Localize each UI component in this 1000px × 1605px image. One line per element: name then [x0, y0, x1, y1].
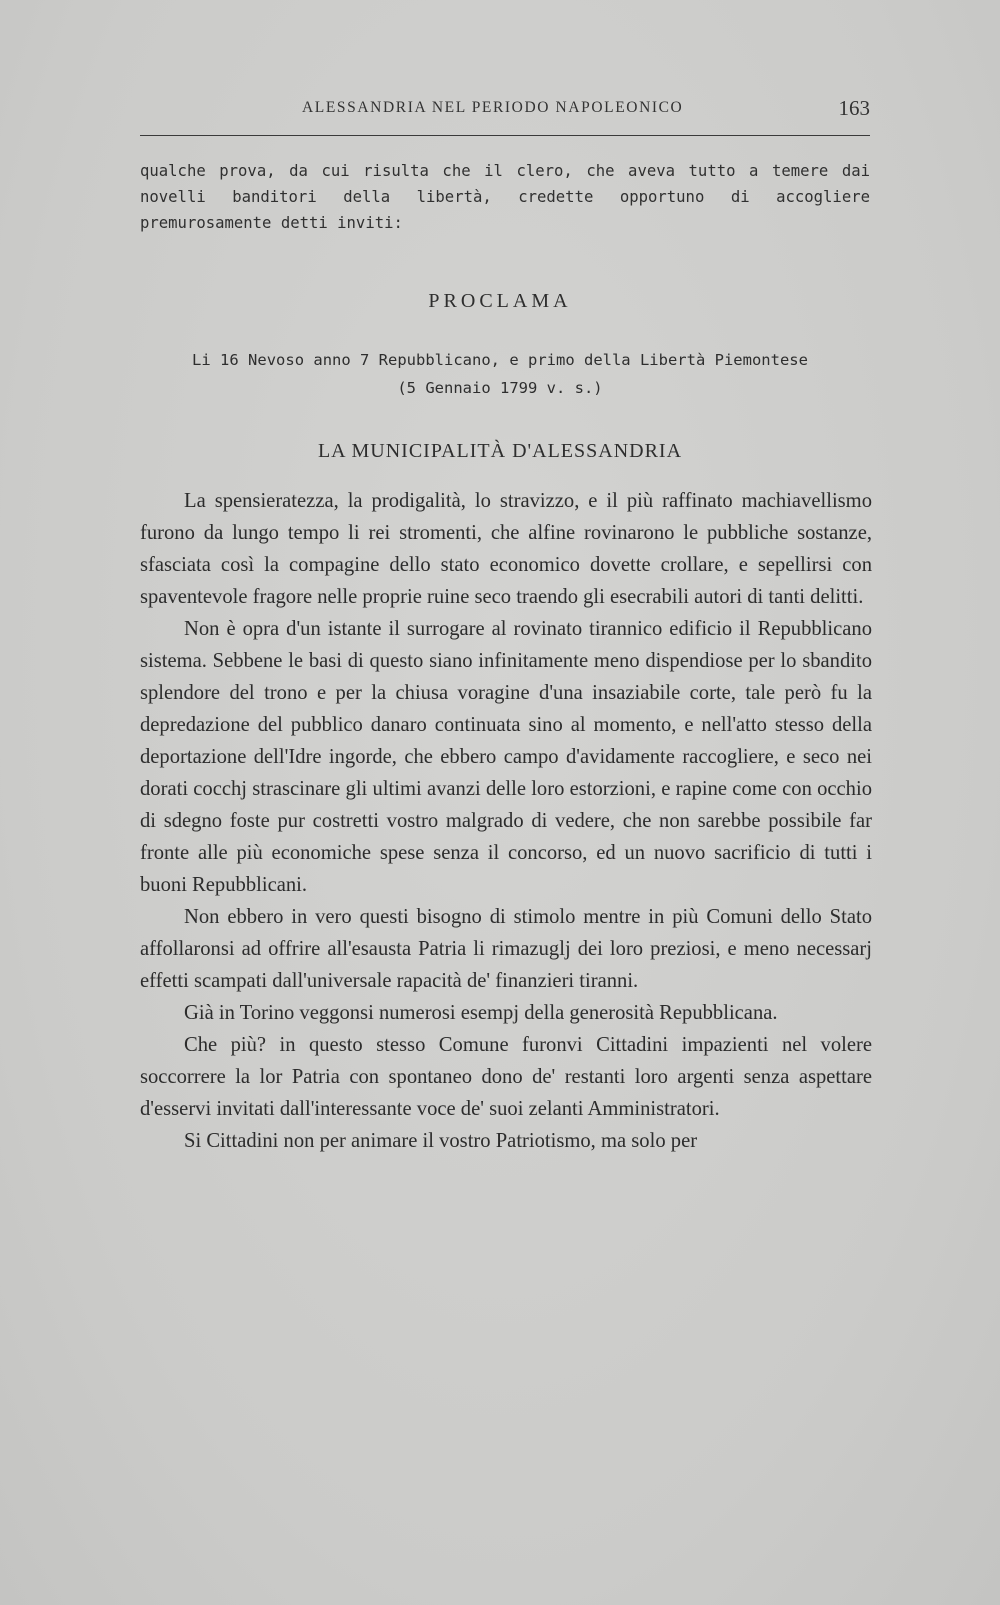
page-header	[140, 96, 870, 124]
proclama-date-line: (5 Gennaio 1799 v. s.)	[397, 379, 603, 397]
body-paragraph: Che più? in questo stesso Comune furonvi Cittadini impazienti nel volere soccorrere la lor Patria con spontaneo dono de' restanti loro argenti senza aspettare d'esservi invitati dall'interessante voce de' suoi zelanti Amministratori.	[140, 1034, 872, 1120]
body-paragraph: Non ebbero in vero questi bisogno di stimolo mentre in più Comuni dello Stato affollaronsi ad offrire all'esausta Patria li rimazuglj dei loro preziosi, e meno necessarj effetti scampati dall'universale rapacità de' finanzieri tiranni.	[140, 906, 872, 992]
body-paragraph: Già in Torino veggonsi numerosi esempj della generosità Repubblicana.	[184, 1002, 778, 1024]
proclama-title: PROCLAMA	[428, 290, 572, 312]
proclama-date	[0, 346, 1000, 402]
body-paragraph: La spensieratezza, la prodigalità, lo stravizzo, e il più raffinato machiavellismo furono da lungo tempo li rei stromenti, che alfine rovinarono le pubbliche sostanze, sfasciata così la compagine dello stato economico dovette crollare, e sepellirsi con spaventevole fragore nelle proprie ruine seco traendo gli esecrabili autori di tanti delitti.	[140, 490, 872, 608]
header-rule	[140, 135, 870, 136]
proclama-body	[140, 485, 872, 1157]
proclama-issuer: LA MUNICIPALITÀ D'ALESSANDRIA	[317, 440, 683, 462]
body-paragraph: Si Cittadini non per animare il vostro Patriotismo, ma solo per	[184, 1130, 698, 1152]
intro-paragraph: qualche prova, da cui risulta che il clero, che aveva tutto a temere dai novelli banditori della libertà, credette opportuno di accogliere premurosamente detti inviti:	[140, 162, 870, 232]
running-title: ALESSANDRIA NEL PERIODO NAPOLEONICO	[302, 99, 684, 116]
proclama-date-line: Li 16 Nevoso anno 7 Repubblicano, e primo della Libertà Piemontese	[192, 351, 808, 369]
body-paragraph: Non è opra d'un istante il surrogare al rovinato tirannico edificio il Repubblicano sistema. Sebbene le basi di questo siano infinitamente meno dispendiose per lo sbandito splendore del trono e per la chiusa voragine d'una insaziabile corte, tale però fu la depredazione del pubblico danaro continuata sino al momento, e nell'atto stesso della deportazione dell'Idre ingorde, che ebbero campo d'avidamente raccogliere, e seco nei dorati cocchj strascinare gli ultimi avanzi delle loro estorzioni, e rapine come con occhio di sdegno foste pur costretti vostro malgrado di vedere, che non sarebbe possibile far fronte alle più economiche spese senza il concorso, ed un nuovo sacrificio di tutti i buoni Repubblicani.	[140, 618, 872, 896]
page-number: 163	[838, 96, 870, 120]
